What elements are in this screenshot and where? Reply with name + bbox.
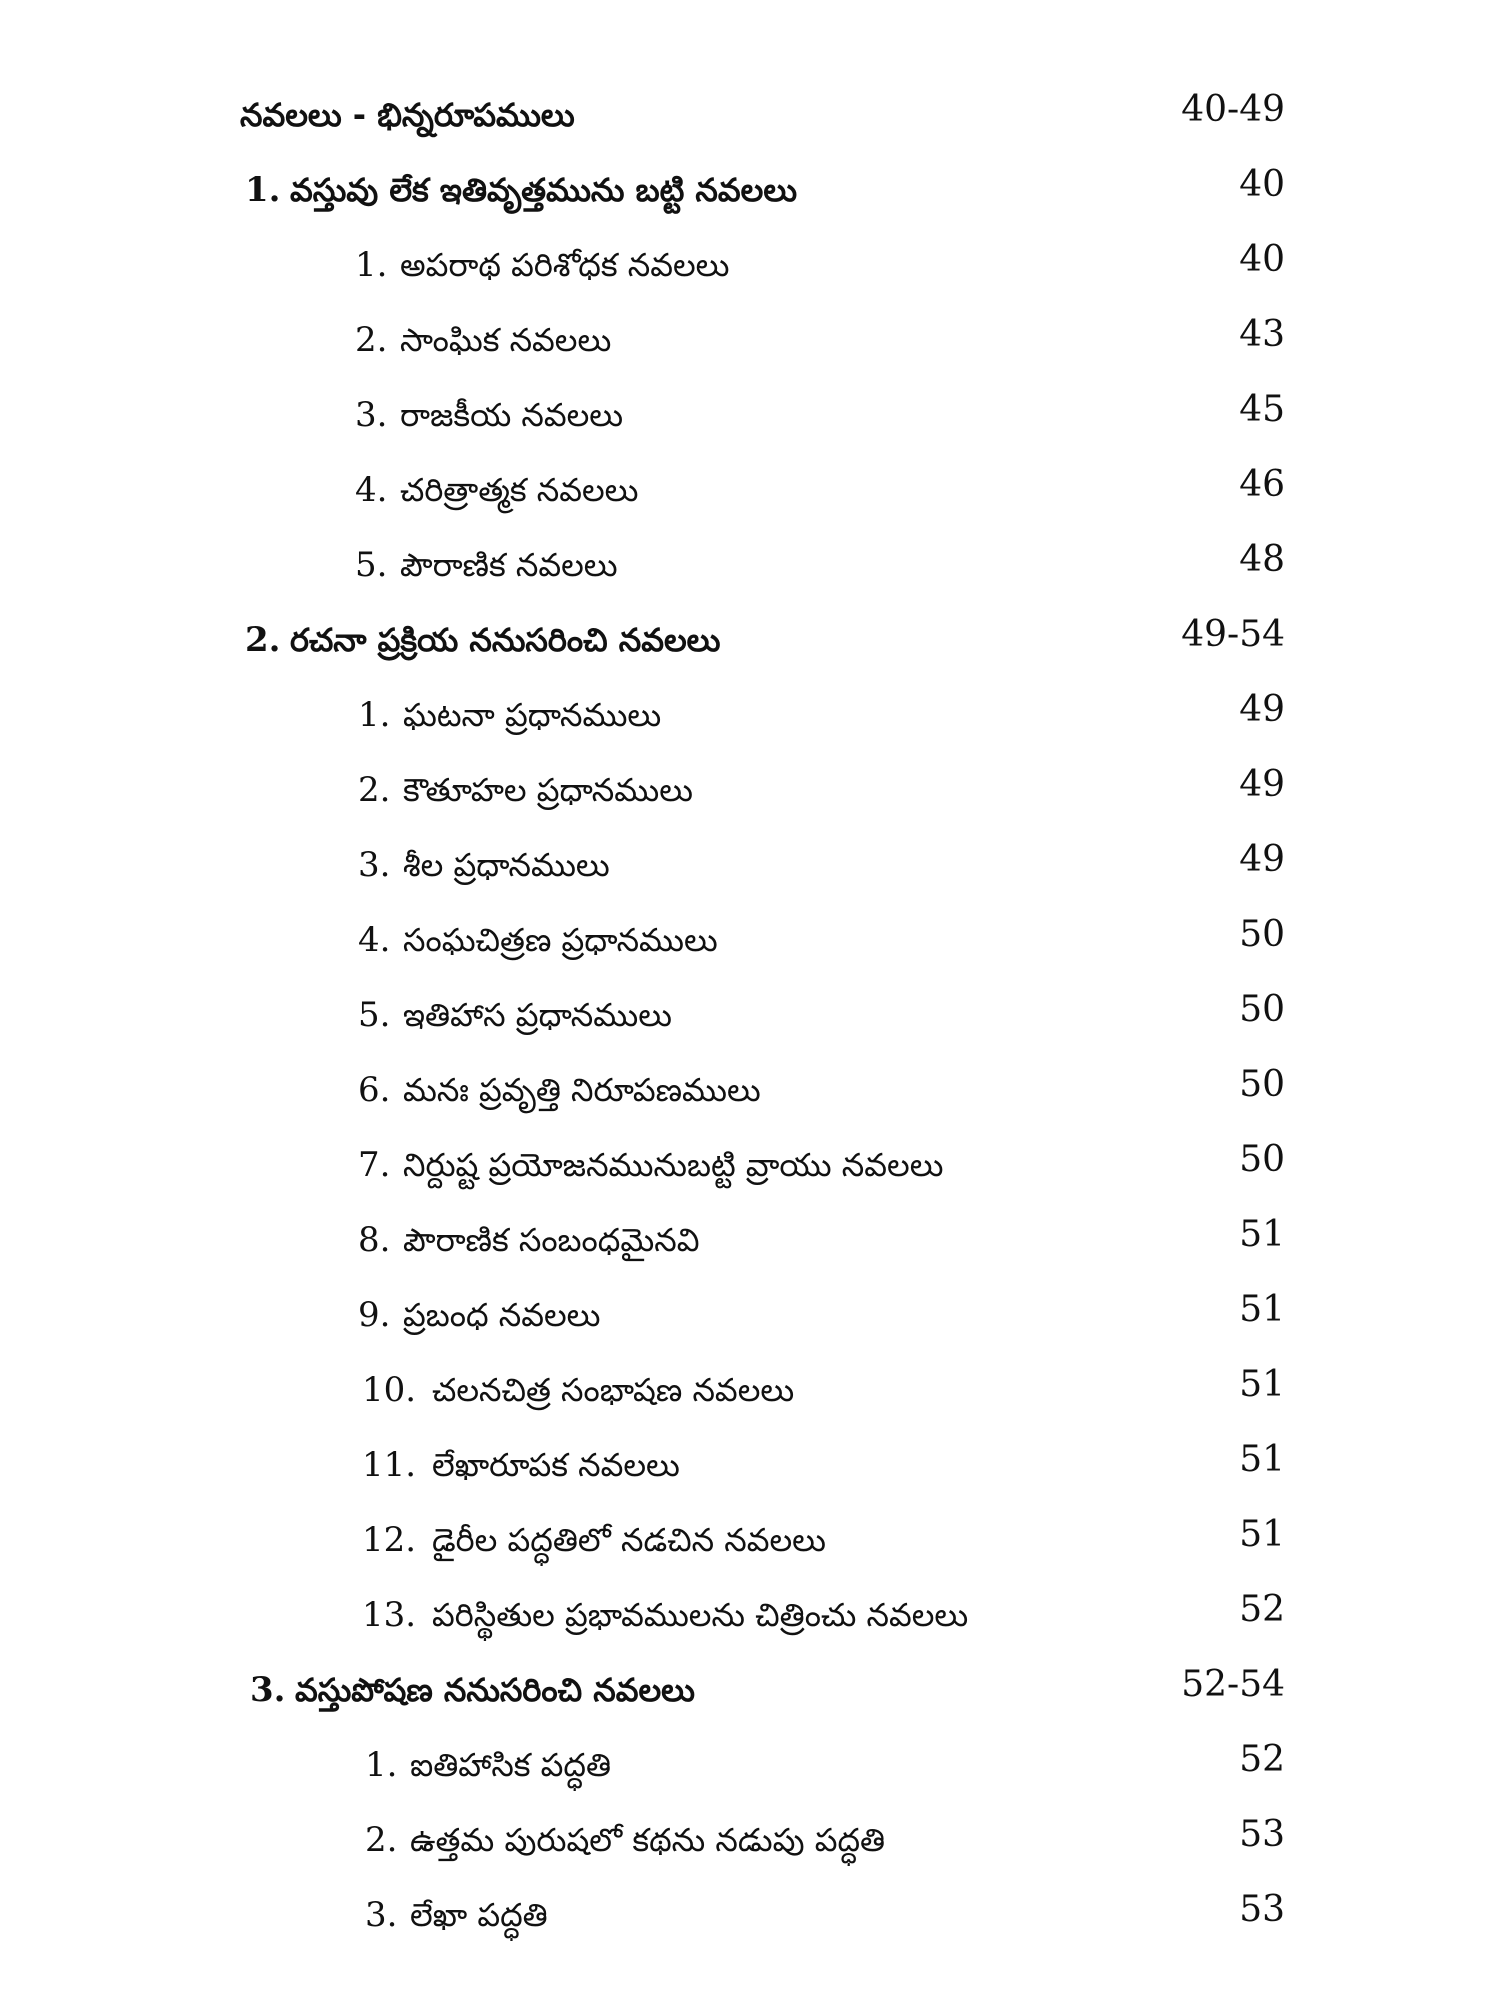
section-heading: [0, 155, 1500, 225]
toc-entry: [0, 530, 1500, 600]
toc-entry: [0, 1880, 1500, 1950]
entry-pages: 49: [1239, 764, 1285, 805]
entry-number: 8.: [358, 1220, 391, 1260]
toc-entry: [0, 1805, 1500, 1875]
entry-label: పరిస్థితుల ప్రభావములను చిత్రించు నవలలు: [432, 1596, 969, 1634]
entry-pages: 46: [1239, 464, 1285, 505]
toc-entry: [0, 1280, 1500, 1350]
entry-label: సాంఘిక నవలలు: [400, 321, 612, 359]
entry-number: 3.: [355, 395, 388, 435]
entry-number: 5.: [358, 995, 391, 1035]
entry-pages: 51: [1239, 1364, 1285, 1405]
entry-number: 7.: [358, 1145, 391, 1185]
entry-number: 1.: [355, 245, 388, 285]
toc-entry: [0, 380, 1500, 450]
entry-label: అపరాథ పరిశోధక నవలలు: [400, 246, 730, 284]
entry-number: 12.: [362, 1520, 417, 1560]
entry-label: లేఖారూపక నవలలు: [432, 1446, 680, 1484]
entry-number: 13.: [362, 1595, 417, 1635]
toc-entry: [0, 680, 1500, 750]
entry-number: 1.: [365, 1745, 398, 1785]
entry-label: కౌతూహల ప్రధానములు: [403, 771, 693, 809]
toc-entry: [0, 1355, 1500, 1425]
section-label: వస్తుపోషణ ననుసరించి నవలలు: [295, 1671, 695, 1709]
section-label: వస్తువు లేక ఇతివృత్తమును బట్టి నవలలు: [290, 171, 798, 209]
entry-label: చలనచిత్ర సంభాషణ నవలలు: [432, 1371, 795, 1409]
entry-number: 10.: [362, 1370, 417, 1410]
entry-number: 2.: [355, 320, 388, 360]
entry-number: 5.: [355, 545, 388, 585]
toc-entry: [0, 1055, 1500, 1125]
toc-entry: [0, 455, 1500, 525]
toc-entry: [0, 305, 1500, 375]
toc-title-pages: 40-49: [1181, 89, 1285, 130]
entry-label: ప్రబంధ నవలలు: [403, 1296, 601, 1334]
entry-pages: 43: [1239, 314, 1285, 355]
section-heading: [0, 605, 1500, 675]
section-pages: 52-54: [1181, 1664, 1285, 1705]
entry-number: 2.: [358, 770, 391, 810]
entry-label: లేఖా పద్ధతి: [410, 1896, 548, 1934]
entry-pages: 51: [1239, 1439, 1285, 1480]
section-pages: 49-54: [1181, 614, 1285, 655]
entry-pages: 51: [1239, 1289, 1285, 1330]
entry-pages: 53: [1239, 1814, 1285, 1855]
entry-label: రాజకీయ నవలలు: [400, 396, 624, 434]
entry-label: నిర్దుష్ట ప్రయోజనమునుబట్టి వ్రాయు నవలలు: [403, 1146, 944, 1184]
entry-pages: 53: [1239, 1889, 1285, 1930]
entry-pages: 51: [1239, 1514, 1285, 1555]
toc-entry: [0, 1580, 1500, 1650]
toc-entry: [0, 905, 1500, 975]
toc-entry: [0, 1430, 1500, 1500]
entry-label: డైరీల పద్ధతిలో నడచిన నవలలు: [432, 1521, 826, 1559]
entry-label: ఐతిహాసిక పద్ధతి: [410, 1746, 612, 1784]
section-label: రచనా ప్రక్రియ ననుసరించి నవలలు: [290, 621, 721, 659]
entry-number: 11.: [362, 1445, 417, 1485]
entry-label: ఘటనా ప్రధానములు: [403, 696, 662, 734]
entry-pages: 50: [1239, 1139, 1285, 1180]
entry-pages: 50: [1239, 1064, 1285, 1105]
entry-number: 1.: [358, 695, 391, 735]
entry-number: 4.: [358, 920, 391, 960]
entry-label: శీల ప్రధానములు: [403, 846, 610, 884]
toc-entry: [0, 830, 1500, 900]
section-number: 1.: [245, 170, 281, 210]
entry-pages: 45: [1239, 389, 1285, 430]
entry-pages: 52: [1239, 1589, 1285, 1630]
entry-pages: 51: [1239, 1214, 1285, 1255]
section-number: 3.: [250, 1670, 286, 1710]
entry-pages: 49: [1239, 689, 1285, 730]
toc-title-row: [0, 80, 1500, 150]
entry-label: సంఘచిత్రణ ప్రధానములు: [403, 921, 718, 959]
toc-entry: [0, 980, 1500, 1050]
entry-pages: 52: [1239, 1739, 1285, 1780]
section-number: 2.: [245, 620, 281, 660]
section-heading: [0, 1655, 1500, 1725]
toc-entry: [0, 1205, 1500, 1275]
toc-entry: [0, 1130, 1500, 1200]
section-pages: 40: [1239, 164, 1285, 205]
entry-number: 3.: [358, 845, 391, 885]
entry-label: పౌరాణిక సంబంధమైనవి: [403, 1221, 700, 1259]
entry-pages: 50: [1239, 914, 1285, 955]
toc-entry: [0, 755, 1500, 825]
entry-label: ఉత్తమ పురుషలో కథను నడుపు పద్ధతి: [410, 1821, 886, 1859]
toc-entry: [0, 1505, 1500, 1575]
entry-number: 3.: [365, 1895, 398, 1935]
entry-label: పౌరాణిక నవలలు: [400, 546, 618, 584]
toc-entry: [0, 1730, 1500, 1800]
entry-number: 9.: [358, 1295, 391, 1335]
entry-number: 6.: [358, 1070, 391, 1110]
entry-label: చరిత్రాత్మక నవలలు: [400, 471, 639, 509]
entry-pages: 48: [1239, 539, 1285, 580]
entry-number: 4.: [355, 470, 388, 510]
entry-pages: 49: [1239, 839, 1285, 880]
entry-pages: 50: [1239, 989, 1285, 1030]
entry-label: మనః ప్రవృత్తి నిరూపణములు: [403, 1071, 761, 1109]
entry-number: 2.: [365, 1820, 398, 1860]
entry-pages: 40: [1239, 239, 1285, 280]
toc-entry: [0, 230, 1500, 300]
toc-title: నవలలు - భిన్నరూపములు: [240, 96, 575, 134]
entry-label: ఇతిహాస ప్రధానములు: [403, 996, 672, 1034]
